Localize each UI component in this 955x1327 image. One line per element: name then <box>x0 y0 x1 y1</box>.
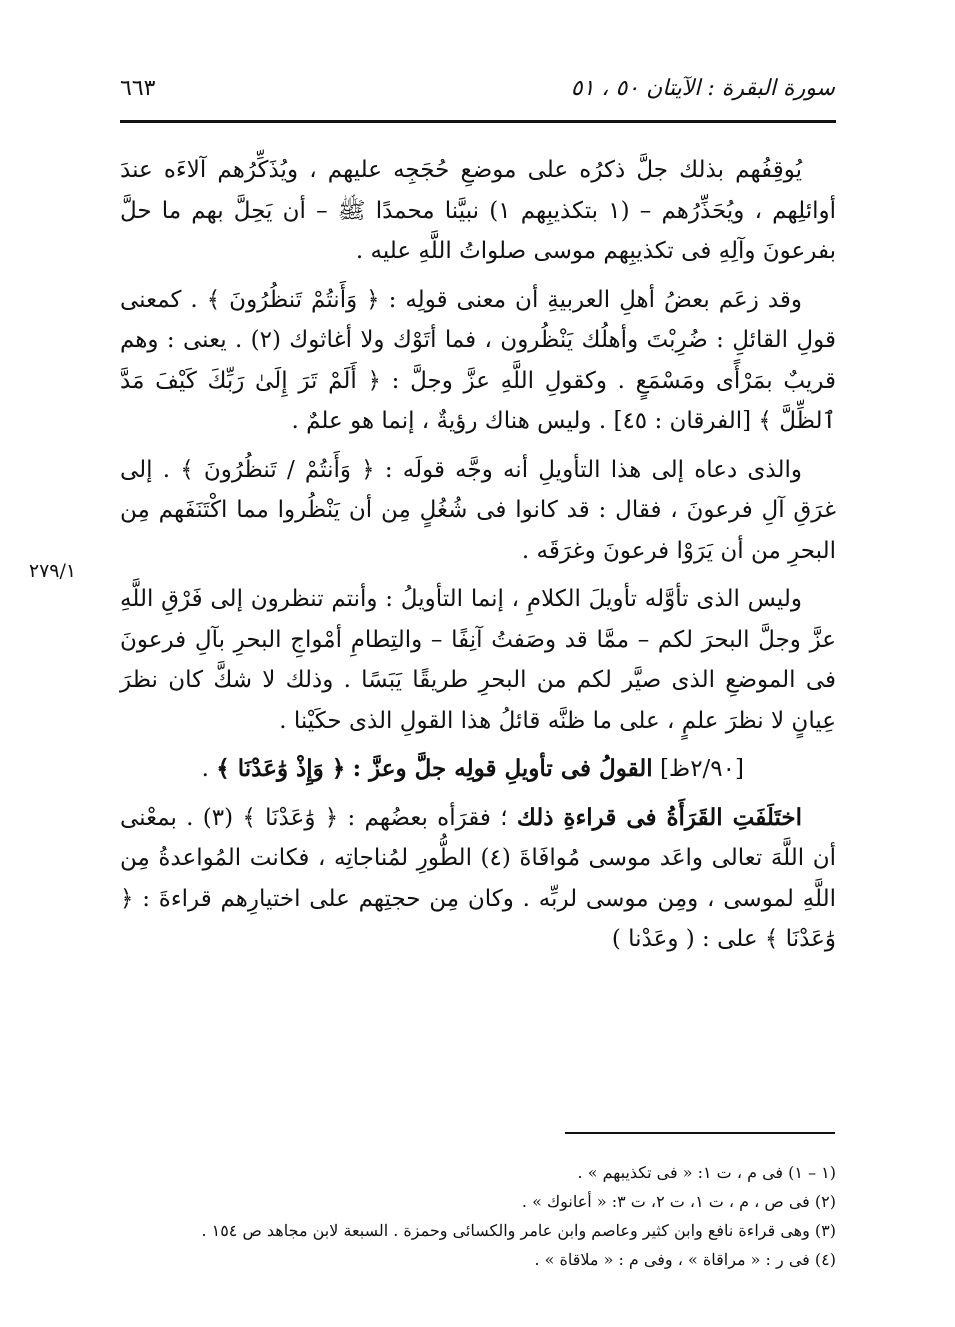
header-rule <box>120 120 836 123</box>
section-ref: [٢/٩٠ظ] <box>659 756 744 782</box>
footnote-2: (٢) فى ص ، م ، ت ١، ت ٢، ت ٣: « أعانوك » . <box>521 1192 836 1211</box>
footnote-1: (١ – ١) فى م ، ت ١: « فى تكذيبهم » . <box>577 1163 836 1182</box>
footnote-rule <box>565 1132 835 1134</box>
paragraph-5-text: ؛ فقرَأه بعضُهم : ﴿ وَٰعَدْنَا ﴾ (٣) . بمعْنى أن اللَّهَ تعالى واعَد موسى مُوافَاةَ (٤) الطُّورِ لمُناجاتِه ، فكانت المُواعدةُ مِن اللَّهِ لموسى ، ومِن موسى لربِّه . وكان مِن حجتِهم على اختيارِهم قراءةَ : ﴿ وَٰعَدْنَا ﴾ على : ( وعَدْنا ) <box>120 804 836 952</box>
footnotes <box>120 1158 836 1274</box>
footnote-4: (٤) فى ر : « مراقاة » ، وفى م : « ملاقاة » . <box>534 1250 836 1269</box>
section-heading-text: القولُ فى تأويلِ قولِه جلَّ وعزَّ : <box>352 755 653 782</box>
paragraph-5-lead: اختَلَفَتِ القَرَأَةُ فى قراءةِ ذلك <box>516 803 803 831</box>
paragraph-3: والذى دعاه إلى هذا التأويلِ أنه وجَّه قولَه : ﴿ وَأَنتُمْ / تَنظُرُونَ ﴾ . إلى غرَقِ آلِ فرعونَ ، فقال : قد كانوا فى شُغُلٍ مِن أن يَنْظُروا مما اكْتَنَفَهم مِن البحرِ من أن يَرَوْا فرعونَ وغرَقَه . <box>120 456 836 564</box>
section-verse: ﴿ وَإِذْ وَٰعَدْنَا ﴾ <box>216 755 346 782</box>
paragraph-2: وقد زعَم بعضُ أهلِ العربيةِ أن معنى قولِه : ﴿ وَأَنتُمْ تَنظُرُونَ ﴾ . كمعنى قولِ القائلِ : ضُرِبْتَ وأهلُك يَنْظُرون ، فما أتَوْك ولا أغاثوك (٢) . يعنى : وهم قريبٌ بمَرْأًى ومَسْمَعٍ . وكقولِ اللَّهِ عزَّ وجلَّ : ﴿ أَلَمْ تَرَ إِلَىٰ رَبِّكَ كَيْفَ مَدَّ ٱلظِّلَّ ﴾ [الفرقان : ٤٥] . وليس هناك رؤيةٌ ، إنما هو علمٌ . <box>120 286 836 434</box>
section-end: . <box>201 756 209 782</box>
paragraph-5 <box>120 798 836 960</box>
margin-reference: ٢٧٩/١ <box>28 560 77 582</box>
main-text <box>120 150 836 960</box>
page-number: ٦٦٣ <box>120 76 156 101</box>
footnote-3: (٣) وهى قراءة نافع وابن كثير وعاصم وابن عامر والكسائى وحمزة . السبعة لابن مجاهد ص ١٥٤ . <box>201 1221 836 1240</box>
paragraph-4: وليس الذى تأوَّله تأويلَ الكلامِ ، إنما التأويلُ : وأنتم تنظرون إلى فَرْقِ اللَّهِ عزَّ وجلَّ البحرَ لكم – ممَّا قد وصَفتُ آنِفًا – والتِطامِ أمْواجِ البحرِ بآلِ فرعونَ فى الموضعِ الذى صيَّر لكم من البحرِ طريقًا يَبَسًا . وذلك لا شكَّ كان نظرَ عِيانٍ لا نظرَ علمٍ ، على ما ظنَّه قائلُ هذا القولِ الذى حكَيْنا . <box>120 586 836 734</box>
paragraph-1: يُوقِفُهم بذلك جلَّ ذكرُه على موضعِ حُجَجِه عليهم ، ويُذَكِّرُهم آلاءَه عندَ أوائلِهم ، ويُحَذِّرُهم – (١ بتكذيبِهم ١) نبيَّنا محمدًا ﷺ – أن يَحِلَّ بهم ما حلَّ بفرعونَ وآلِهِ فى تكذيبِهم موسى صلواتُ اللَّهِ عليه . <box>120 157 836 264</box>
section-heading <box>120 749 836 790</box>
page-header <box>120 70 835 114</box>
running-title: سورة البقرة : الآيتان ٥٠ ، ٥١ <box>570 76 835 101</box>
